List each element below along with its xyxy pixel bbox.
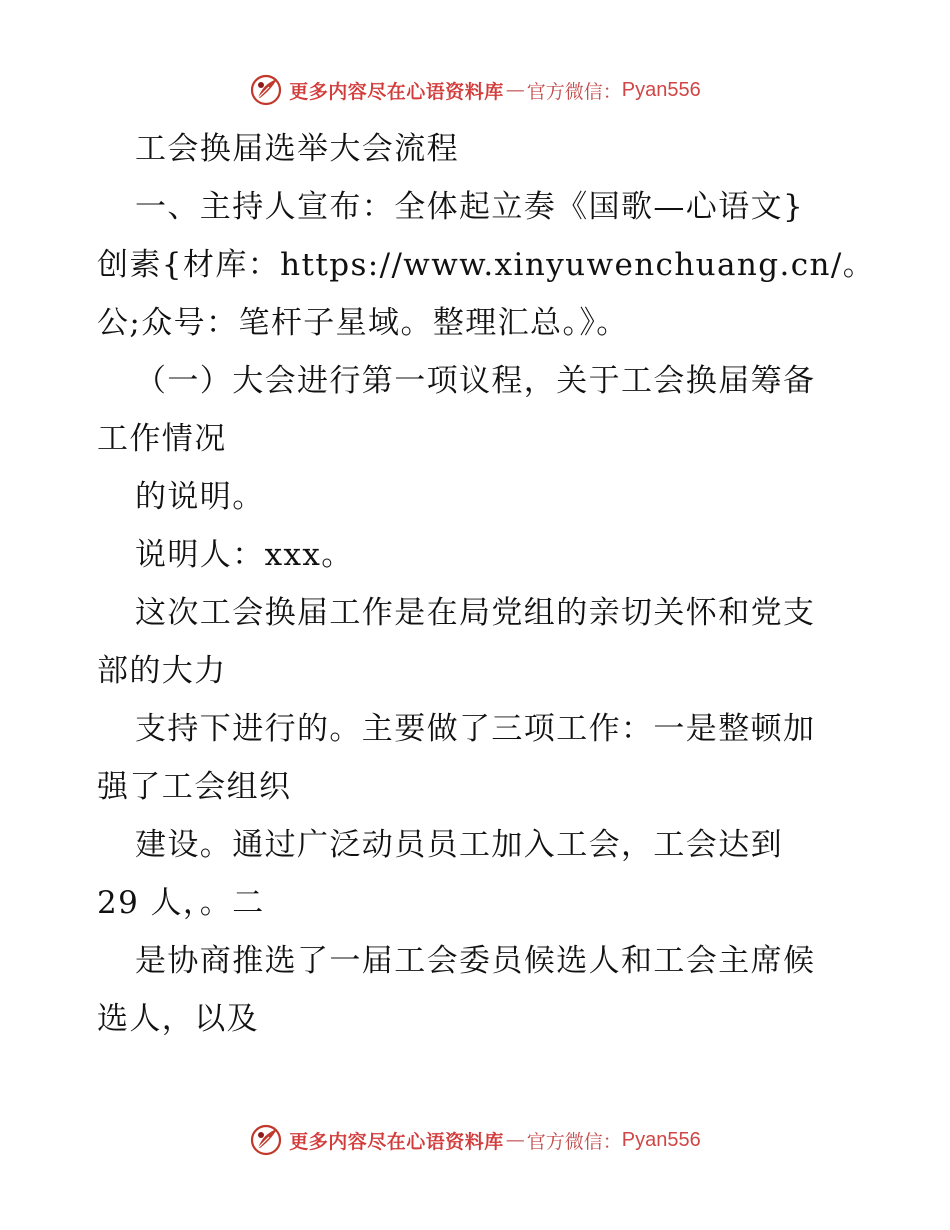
text-line: 是协商推选了一届工会委员候选人和工会主席候 xyxy=(135,943,816,979)
text-line: 这次工会换届工作是在局党组的亲切关怀和党支 xyxy=(135,595,816,631)
text-line: 支持下进行的。主要做了三项工作：一是整顿加 xyxy=(135,711,816,747)
text-line: 说明人：xxx。 xyxy=(135,537,354,573)
watermark-id: Pyan556 xyxy=(621,1128,701,1151)
feather-pen-logo-icon xyxy=(249,1123,283,1157)
watermark-separator: — xyxy=(505,1129,525,1151)
watermark-sub-text: 官方微信： xyxy=(526,80,622,103)
text-line: 工作情况 xyxy=(97,421,227,457)
text-line: 的说明。 xyxy=(135,479,265,515)
text-line: （一）大会进行第一项议程，关于工会换届筹备 xyxy=(135,363,816,399)
text-line: 部的大力 xyxy=(97,653,227,689)
text-line: 一、主持人宣布：全体起立奏《国歌—心语文} xyxy=(135,189,805,225)
text-line: 建设。通过广泛动员员工加入工会，工会达到 xyxy=(135,827,783,863)
text-line: 创素{材库：https://www.xinyuwenchuang.cn/。 xyxy=(97,247,876,283)
watermark-sub-text: 官方微信： xyxy=(526,1130,622,1153)
feather-pen-logo-icon xyxy=(249,73,283,107)
document-body xyxy=(97,120,876,1048)
watermark-header xyxy=(0,70,950,110)
watermark-footer xyxy=(0,1120,950,1160)
text-line: 选人，以及 xyxy=(97,1001,259,1037)
watermark-main-text: 更多内容尽在心语资料库 xyxy=(289,1130,504,1153)
text-line: 强了工会组织 xyxy=(97,769,292,805)
watermark-separator: — xyxy=(505,79,525,101)
text-line: 29 人，。二 xyxy=(97,885,265,921)
watermark-main-text: 更多内容尽在心语资料库 xyxy=(289,80,504,103)
document-title: 工会换届选举大会流程 xyxy=(135,131,459,167)
watermark-id: Pyan556 xyxy=(621,78,701,101)
text-line: 公;众号：笔杆子星域。整理汇总。》。 xyxy=(97,305,629,341)
